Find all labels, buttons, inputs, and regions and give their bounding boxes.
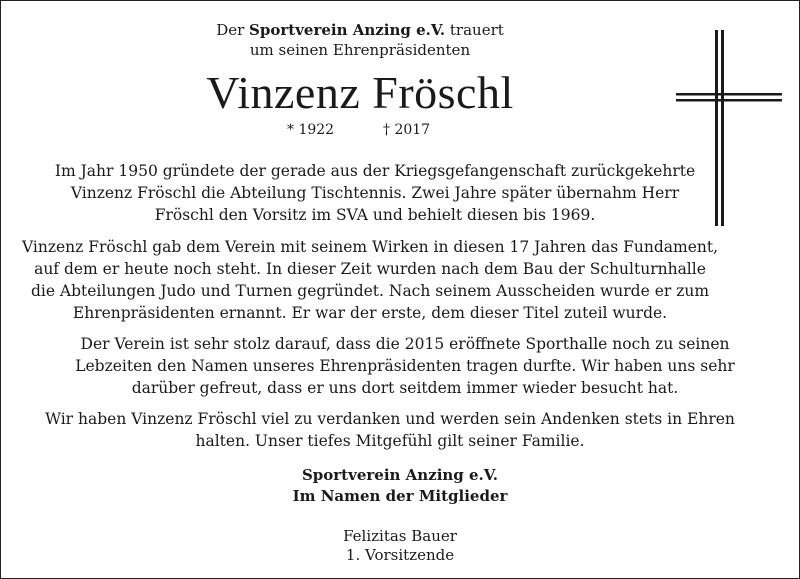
header-post: trauert bbox=[449, 21, 504, 39]
header-line-1 bbox=[0, 20, 720, 40]
paragraph-sporthalle: Der Verein ist sehr stolz darauf, dass die 2015 eröffnete Sporthalle noch zu seinen Lebzeiten den Namen unseres Ehrenpräsidenten tragen durfte. Wir haben uns sehr darüber gefreut, dass er uns dort seitdem immer wieder besucht hat. bbox=[75, 335, 735, 397]
signer-role: 1. Vorsitzende bbox=[345, 546, 455, 564]
latin-cross-icon bbox=[676, 30, 782, 226]
paragraph-founding: Im Jahr 1950 gründete der gerade aus der Kriegsgefangenschaft zurückgekehrte Vinzenz Fröschl die Abteilung Tischtennis. Zwei Jahre später übernahm Herr Fröschl den Vorsitz im SVA und behielt diesen bis 1969. bbox=[54, 162, 696, 224]
signature-on-behalf: Im Namen der Mitglieder bbox=[292, 487, 508, 505]
paragraph-legacy: Vinzenz Fröschl gab dem Verein mit seinem Wirken in diesen 17 Jahren das Fundament, auf dem er heute noch steht. In dieser Zeit wurden nach dem Bau der Schulturnhalle die Abteilungen Judo und Turnen gegründet. Nach seinem Ausscheiden wurde er zum Ehrenpräsidenten ernannt. Er war der erste, dem dieser Titel zuteil wurde. bbox=[21, 238, 719, 322]
header-pre: Der bbox=[216, 21, 245, 39]
paragraph-condolence: Wir haben Vinzenz Fröschl viel zu verdanken und werden sein Andenken stets in Ehren halten. Unser tiefes Mitgefühl gilt seiner Familie. bbox=[45, 410, 735, 450]
death-year: † 2017 bbox=[383, 122, 431, 138]
header-line-2: um seinen Ehrenpräsidenten bbox=[249, 41, 471, 59]
signature-organization: Sportverein Anzing e.V. bbox=[301, 466, 499, 484]
signer-name: Felizitas Bauer bbox=[343, 527, 457, 545]
header-organization: Sportverein Anzing e.V. bbox=[249, 21, 446, 39]
birth-year: * 1922 bbox=[287, 122, 335, 138]
deceased-name: Vinzenz Fröschl bbox=[206, 67, 514, 118]
